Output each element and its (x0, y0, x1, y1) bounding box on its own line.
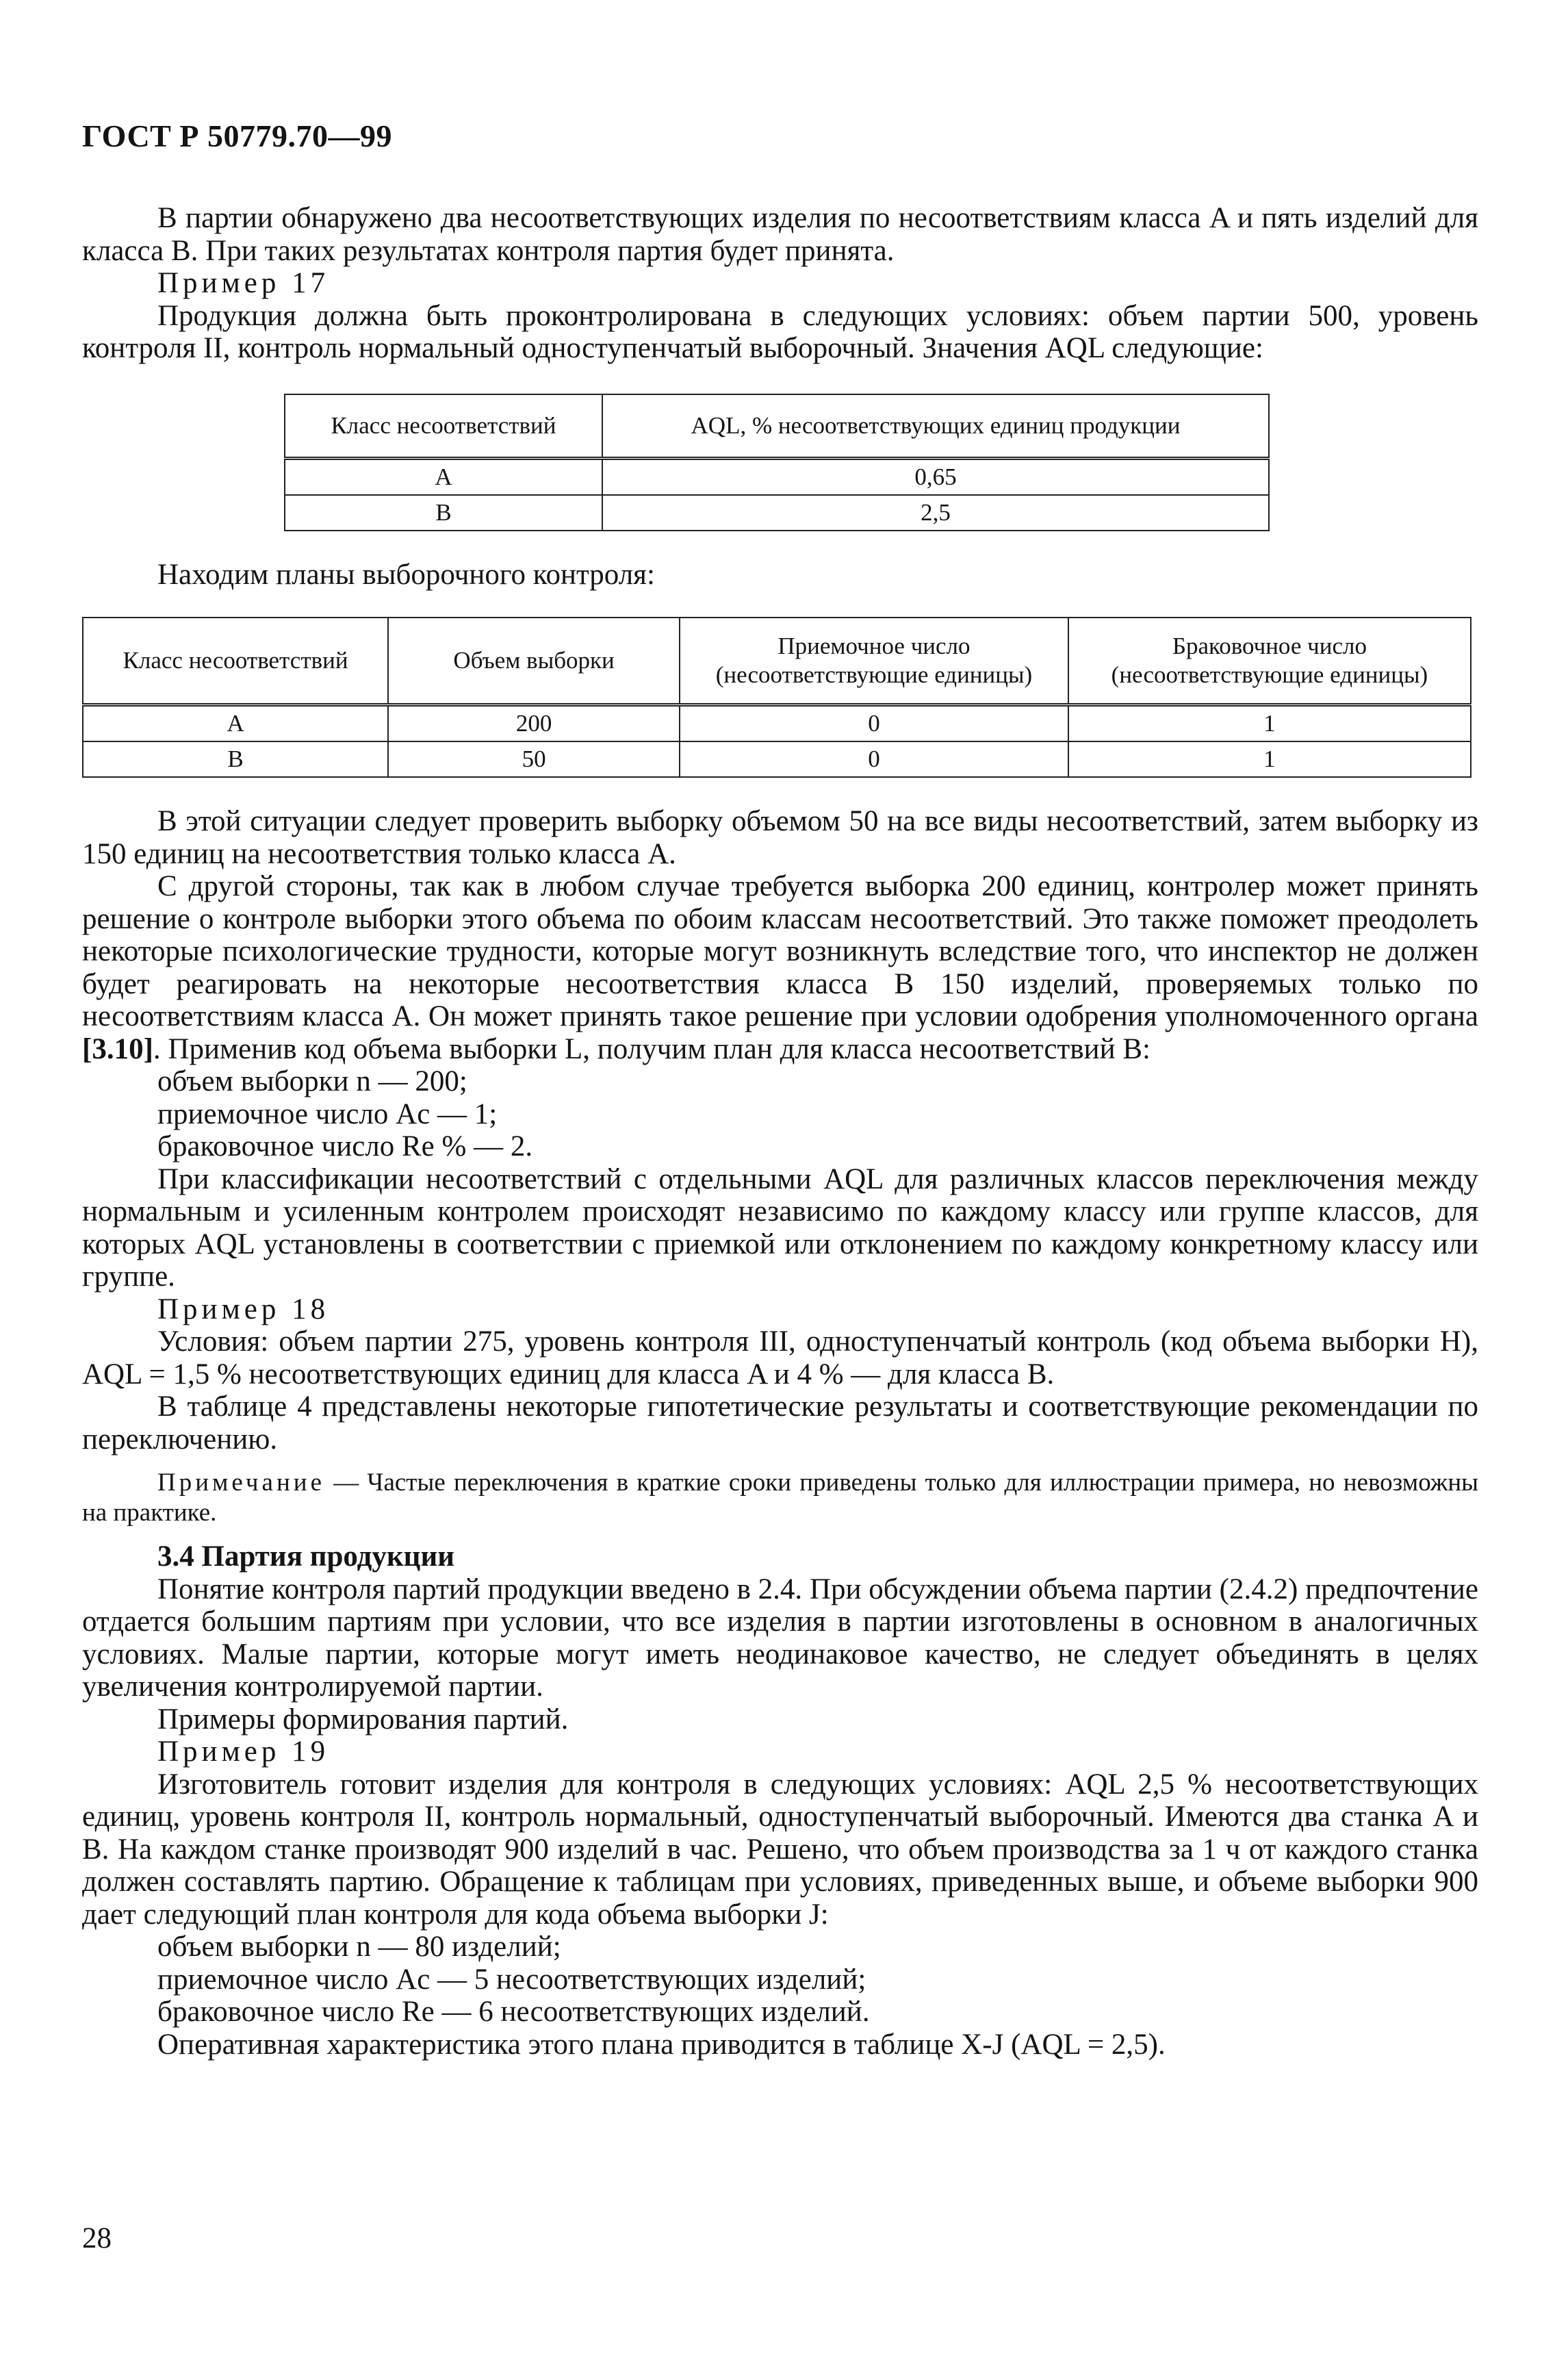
paragraph: Находим планы выборочного контроля: (157, 558, 655, 591)
note (82, 1468, 1478, 1528)
plan-list (157, 1931, 1478, 2029)
table-cell: 200 (388, 705, 680, 742)
paragraph: В партии обнаружено два несоответствующих изделия по несоответствиям класса A и пять изделий для класса B. При таких результатах контроля партия будет принята. (82, 202, 1478, 267)
paragraph: Продукция должна быть проконтролирована в следующих условиях: объем партии 500, уровень контроля II, контроль нормальный одноступенчатый выборочный. Значения AQL следующие: (82, 299, 1478, 364)
table-header-cell: Браковочное число (несоответствующие единицы) (1068, 618, 1471, 705)
table-row (83, 741, 1471, 777)
reference: [3.10] (82, 1032, 153, 1065)
table-header-cell: Класс несоответствий (83, 618, 388, 705)
page-body (82, 202, 1478, 2061)
note-label: Примечание (157, 1469, 325, 1497)
list-item: браковочное число Re % — 2. (157, 1130, 533, 1162)
paragraph: Понятие контроля партий продукции введено в 2.4. При обсуждении объема партии (2.4.2) предпочтение отдается большим партиям при условии, что все изделия в партии изготовлены в основном в аналогичных условиях. Малые партии, которые могут иметь неодинаковое качество, не следует объединять в целях увеличения контролируемой партии. (82, 1573, 1478, 1703)
page-number: 28 (82, 2222, 112, 2254)
sampling-plan-table (82, 617, 1471, 778)
paragraph: В этой ситуации следует проверить выборку объемом 50 на все виды несоответствий, затем выборку из 150 единиц на несоответствия только класса A. (82, 805, 1478, 870)
table-row (285, 495, 1269, 531)
paragraph: Примеры формирования партий. (157, 1703, 569, 1736)
paragraph: В таблице 4 представлены некоторые гипотетические результаты и соответствующие рекомендации по переключению. (82, 1390, 1478, 1456)
paragraph: Оперативная характеристика этого плана приводится в таблице X-J (AQL = 2,5). (157, 2028, 1166, 2061)
table-cell: A (285, 458, 602, 495)
paragraph-text: С другой стороны, так как в любом случае требуется выборка 200 единиц, контролер может принять решение о контроле выборки этого объема по обоим классам несоответствий. Это также поможет преодолеть некоторые психологические трудности, которые могут возникнуть вследствие того, что инспектор не должен будет реагировать на некоторые несоответствия класса B 150 изделий, проверяемых только по несоответствиям класса A. Он может принять такое решение при условии одобрения уполномоченного органа (82, 870, 1478, 1032)
paragraph-text: . Применив код объема выборки L, получим план для класса несоответствий B: (153, 1032, 1151, 1065)
table-header-cell: Приемочное число (несоответствующие единицы) (680, 618, 1068, 705)
page-header: ГОСТ Р 50779.70—99 (82, 118, 392, 153)
table-cell: B (83, 741, 388, 777)
paragraph: Изготовитель готовит изделия для контроля в следующих условиях: AQL 2,5 % несоответствующих единиц, уровень контроля II, контроль нормальный, одноступенчатый выборочный. Имеются два станка A и B. На каждом станке производят 900 изделий в час. Решено, что объем производства за 1 ч от каждого станка должен составлять партию. Обращение к таблицам при условиях, приведенных выше, и объеме выборки 900 дает следующий план контроля для кода объема выборки J: (82, 1768, 1478, 1931)
table-cell: 0 (680, 741, 1068, 777)
note-text: — Частые переключения в краткие сроки приведены только для иллюстрации примера, но невозможны на практике. (82, 1469, 1478, 1527)
section-title: 3.4 Партия продукции (157, 1540, 455, 1573)
list-item: объем выборки n — 200; (157, 1065, 467, 1097)
example-label: Пример 17 (157, 267, 330, 299)
table-cell: 50 (388, 741, 680, 777)
list-item: приемочное число Ac — 1; (157, 1097, 498, 1130)
table-cell: 2,5 (602, 495, 1269, 531)
example-label: Пример 18 (157, 1293, 330, 1325)
list-item: приемочное число Ac — 5 несоответствующих изделий; (157, 1963, 866, 1996)
plan-list (157, 1065, 1478, 1163)
table-cell: 0,65 (602, 458, 1269, 495)
paragraph: Условия: объем партии 275, уровень контроля III, одноступенчатый контроль (код объема выборки H), AQL = 1,5 % несоответствующих единиц для класса A и 4 % — для класса B. (82, 1325, 1478, 1390)
table-cell: 1 (1068, 705, 1471, 742)
list-item: браковочное число Re — 6 несоответствующих изделий. (157, 1996, 870, 2028)
list-item: объем выборки n — 80 изделий; (157, 1931, 561, 1963)
table-cell: A (83, 705, 388, 742)
table-row (285, 458, 1269, 495)
table-header-cell: Класс несоответствий (285, 394, 602, 459)
paragraph: При классификации несоответствий с отдельными AQL для различных классов переключения между нормальным и усиленным контролем происходят независимо по каждому классу или группе классов, для которых AQL установлены в соответствии с приемкой или отклонением по каждому конкретному классу или группе. (82, 1162, 1478, 1293)
table-header-cell: AQL, % несоответствующих единиц продукции (602, 394, 1269, 459)
table-header-cell: Объем выборки (388, 618, 680, 705)
aql-table (284, 394, 1270, 531)
paragraph (82, 870, 1478, 1065)
table-row (83, 705, 1471, 742)
table-cell: B (285, 495, 602, 531)
example-label: Пример 19 (157, 1736, 330, 1768)
table-cell: 0 (680, 705, 1068, 742)
table-cell: 1 (1068, 741, 1471, 777)
